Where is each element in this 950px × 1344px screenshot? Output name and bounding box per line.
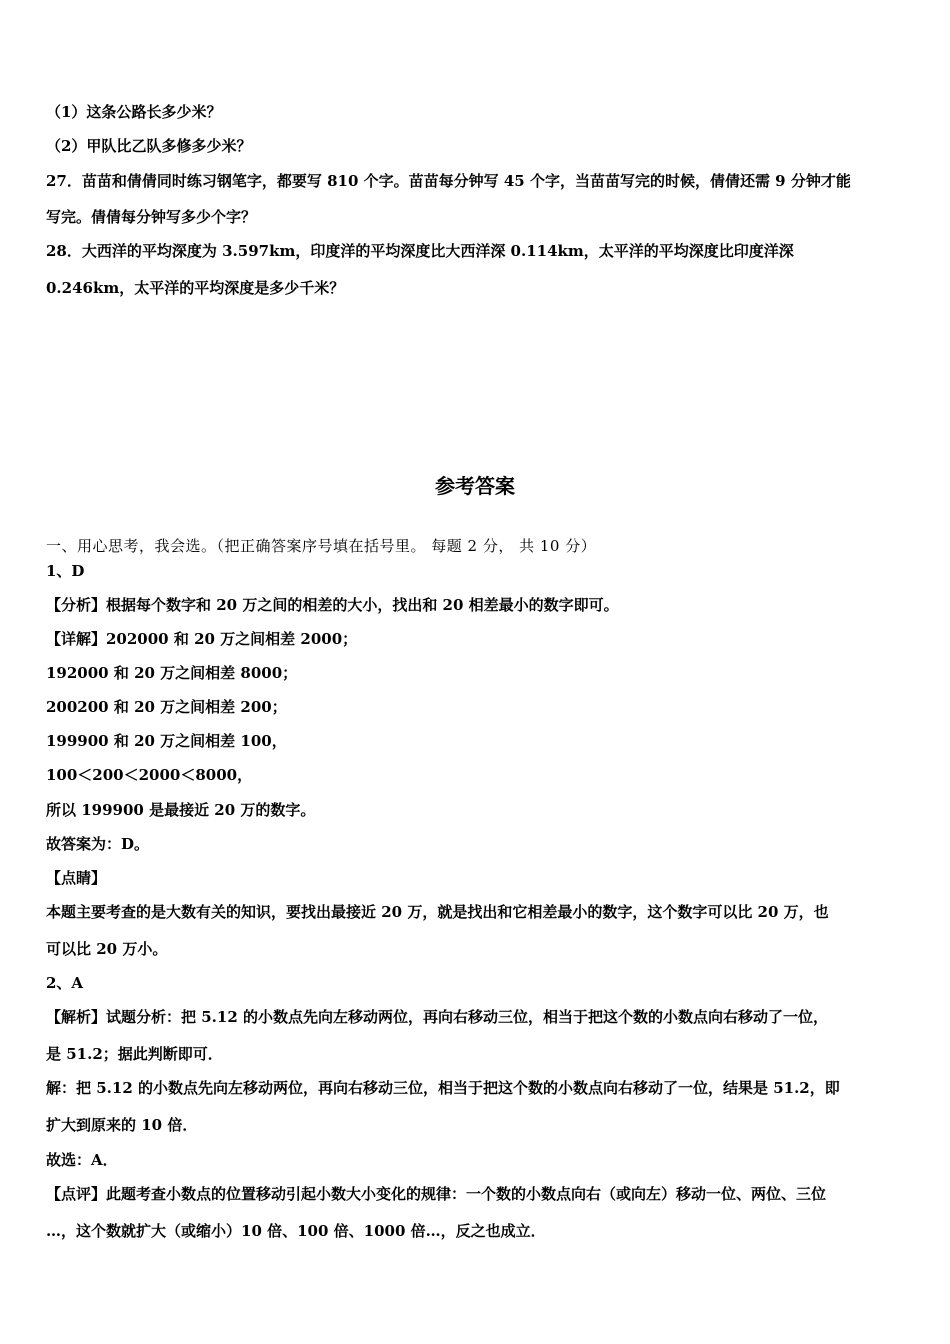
question-28-line-2: 0.246km，太平洋的平均深度是多少千米？ xyxy=(46,279,345,297)
answers-title: 参考答案 xyxy=(435,474,515,498)
answer-1-label: 1、D xyxy=(46,562,85,580)
answer-2-analysis-line-2: 是 51.2；据此判断即可． xyxy=(46,1045,223,1063)
answer-1-comment-line-1: 本题主要考查的是大数有关的知识，要找出最接近 20 万，就是找出和它相差最小的数字，这个数字可以比 20 万，也 xyxy=(46,903,829,921)
answer-1-comment-label: 【点睛】 xyxy=(46,869,107,887)
answer-2-review-line-1: 【点评】此题考查小数点的位置移动引起小数大小变化的规律：一个数的小数点向右（或向左）移动一位、两位、三位 xyxy=(46,1185,827,1203)
answer-1-step-4: 100＜200＜2000＜8000， xyxy=(46,766,253,784)
answer-2-analysis-line-1: 【解析】试题分析：把 5.12 的小数点先向左移动两位，再向右移动三位，相当于把这个数的小数点向右移动了一位， xyxy=(46,1008,828,1026)
question-26-part-2: （2）甲队比乙队多修多少米？ xyxy=(46,137,252,155)
answer-2-solution-line-2: 扩大到原来的 10 倍． xyxy=(46,1116,198,1134)
answer-2-review-line-2: …，这个数就扩大（或缩小）10 倍、100 倍、1000 倍…，反之也成立． xyxy=(46,1222,546,1240)
answer-1-step-2: 200200 和 20 万之间相差 200； xyxy=(46,698,287,716)
answer-1-step-3: 199900 和 20 万之间相差 100， xyxy=(46,732,287,750)
answer-2-choice: 故选：A． xyxy=(46,1151,118,1169)
question-27-line-1: 27．苗苗和倩倩同时练习钢笔字，都要写 810 个字。苗苗每分钟写 45 个字，当苗苗写完的时候，倩倩还需 9 分钟才能 xyxy=(46,172,851,190)
question-27-line-2: 写完。倩倩每分钟写多少个字？ xyxy=(46,208,257,226)
answer-1-conclusion: 故答案为：D。 xyxy=(46,835,150,853)
answer-2-solution-line-1: 解：把 5.12 的小数点先向左移动两位，再向右移动三位，相当于把这个数的小数点向右移动了一位，结果是 51.2，即 xyxy=(46,1079,840,1097)
answer-2-label: 2、A xyxy=(46,974,84,992)
question-28-line-1: 28．大西洋的平均深度为 3.597km，印度洋的平均深度比大西洋深 0.114km，太平洋的平均深度比印度洋深 xyxy=(46,242,794,260)
answer-1-step-5: 所以 199900 是最接近 20 万的数字。 xyxy=(46,801,316,819)
section-heading: 一、用心思考，我会选。（把正确答案序号填在括号里。 每题 2 分， 共 10 分） xyxy=(46,537,597,555)
answer-1-step-1: 192000 和 20 万之间相差 8000； xyxy=(46,664,298,682)
question-26-part-1: （1）这条公路长多少米？ xyxy=(46,103,222,121)
answer-1-analysis: 【分析】根据每个数字和 20 万之间的相差的大小，找出和 20 相差最小的数字即可。 xyxy=(46,596,619,614)
answer-1-detail: 【详解】202000 和 20 万之间相差 2000； xyxy=(46,630,358,648)
answer-1-comment-line-2: 可以比 20 万小。 xyxy=(46,940,168,958)
